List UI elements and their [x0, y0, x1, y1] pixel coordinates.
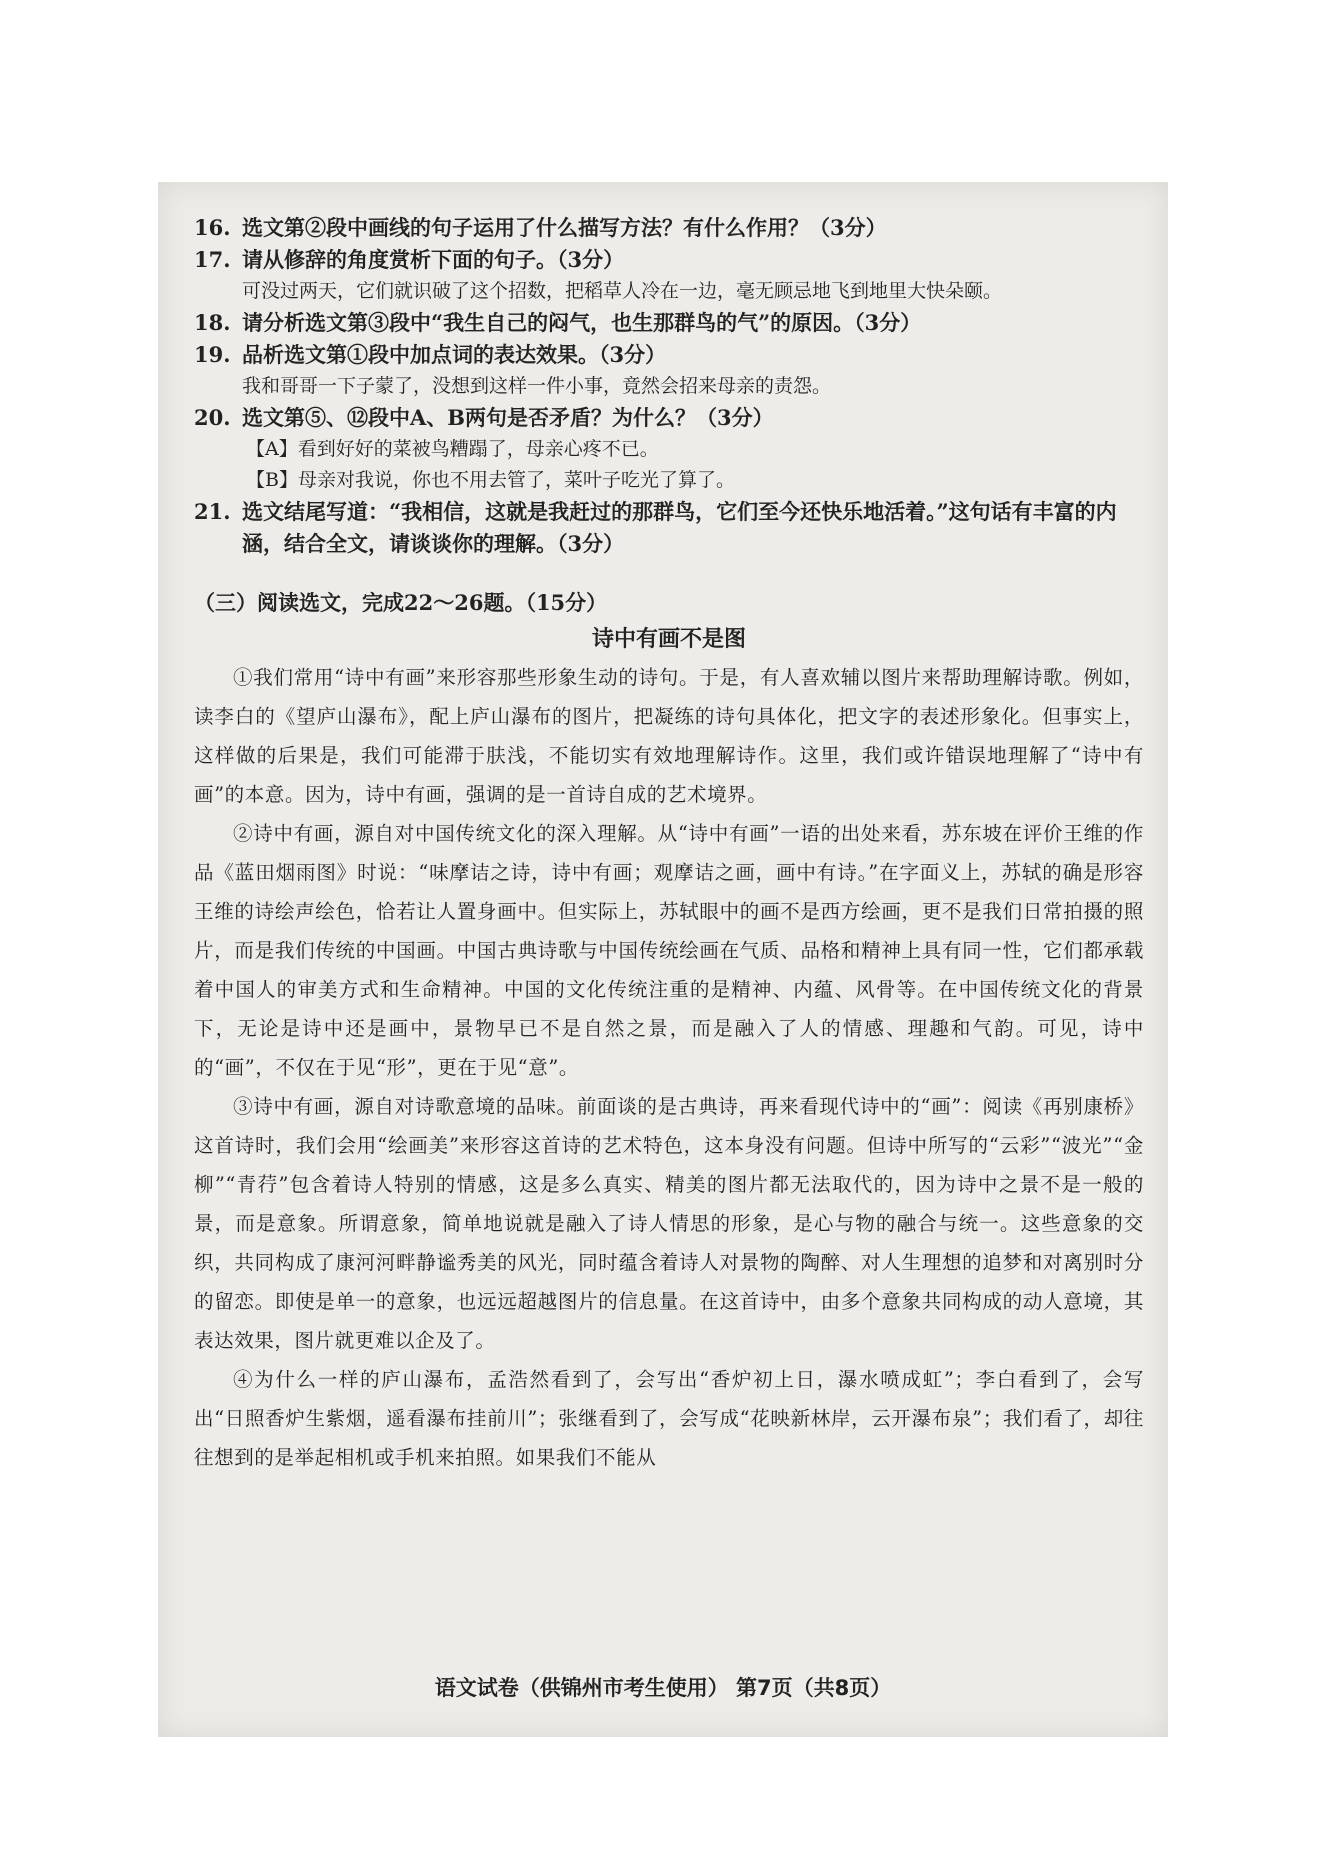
question-text: 请分析选文第③段中“我生自己的闷气，也生那群鸟的气”的原因。（3分）	[242, 310, 922, 335]
q17-quote: 可没过两天，它们就识破了这个招数，把稻草人冷在一边，毫无顾忌地飞到地里大快朵颐。	[242, 280, 1003, 302]
question-number: 20.	[194, 405, 231, 430]
question-20	[194, 402, 1144, 434]
page-content	[194, 212, 1144, 1477]
article-paragraph-4: ④为什么一样的庐山瀑布，孟浩然看到了，会写出“香炉初上日，瀑水喷成虹”；李白看到了，会写出“日照香炉生紫烟，遥看瀑布挂前川”；张继看到了，会写成“花映新林岸，云开瀑布泉”；我们看了，却往往想到的是举起相机或手机来拍照。如果我们不能从	[194, 1368, 1144, 1469]
question-number: 16.	[194, 215, 231, 240]
question-18	[194, 307, 1144, 339]
section-heading: （三）阅读选文，完成22～26题。（15分）	[194, 590, 608, 615]
article-title: 诗中有画不是图	[591, 626, 746, 652]
exam-page	[158, 182, 1168, 1737]
question-19	[194, 339, 1144, 371]
q20-option-a: 【A】看到好好的菜被鸟糟蹋了，母亲心疼不已。	[246, 438, 659, 460]
question-text: 选文第②段中画线的句子运用了什么描写方法？有什么作用？（3分）	[242, 215, 887, 240]
q19-quote: 我和哥哥一下子蒙了，没想到这样一件小事，竟然会招来母亲的责怨。	[242, 375, 832, 397]
question-number: 19.	[194, 342, 231, 367]
question-number: 21.	[194, 499, 231, 524]
q20-option-b: 【B】母亲对我说，你也不用去管了，菜叶子吃光了算了。	[246, 469, 735, 491]
question-text: 品析选文第①段中加点词的表达效果。（3分）	[242, 342, 667, 367]
question-17	[194, 244, 1144, 276]
question-text: 选文结尾写道：“我相信，这就是我赶过的那群鸟，它们至今还快乐地活着。”这句话有丰富的内涵，结合全文，请谈谈你的理解。（3分）	[242, 499, 1117, 556]
question-16	[194, 212, 1144, 244]
article-paragraph-1: ①我们常用“诗中有画”来形容那些形象生动的诗句。于是，有人喜欢辅以图片来帮助理解诗歌。例如，读李白的《望庐山瀑布》，配上庐山瀑布的图片，把凝练的诗句具体化，把文字的表述形象化。但事实上，这样做的后果是，我们可能滞于肤浅，不能切实有效地理解诗作。这里，我们或许错误地理解了“诗中有画”的本意。因为，诗中有画，强调的是一首诗自成的艺术境界。	[194, 666, 1144, 806]
article-paragraph-2: ②诗中有画，源自对中国传统文化的深入理解。从“诗中有画”一语的出处来看，苏东坡在评价王维的作品《蓝田烟雨图》时说：“味摩诘之诗，诗中有画；观摩诘之画，画中有诗。”在字面义上，苏轼的确是形容王维的诗绘声绘色，恰若让人置身画中。但实际上，苏轼眼中的画不是西方绘画，更不是我们日常拍摄的照片，而是我们传统的中国画。中国古典诗歌与中国传统绘画在气质、品格和精神上具有同一性，它们都承载着中国人的审美方式和生命精神。中国的文化传统注重的是精神、内蕴、风骨等。在中国传统文化的背景下，无论是诗中还是画中，景物早已不是自然之景，而是融入了人的情感、理趣和气韵。可见，诗中的“画”，不仅在于见“形”，更在于见“意”。	[194, 822, 1144, 1079]
article-paragraph-3: ③诗中有画，源自对诗歌意境的品味。前面谈的是古典诗，再来看现代诗中的“画”：阅读《再别康桥》这首诗时，我们会用“绘画美”来形容这首诗的艺术特色，这本身没有问题。但诗中所写的“云彩”“波光”“金柳”“青荇”包含着诗人特别的情感，这是多么真实、精美的图片都无法取代的，因为诗中之景不是一般的景，而是意象。所谓意象，简单地说就是融入了诗人情思的形象，是心与物的融合与统一。这些意象的交织，共同构成了康河河畔静谧秀美的风光，同时蕴含着诗人对景物的陶醉、对人生理想的追梦和对离别时分的留恋。即使是单一的意象，也远远超越图片的信息量。在这首诗中，由多个意象共同构成的动人意境，其表达效果，图片就更难以企及了。	[194, 1095, 1144, 1352]
page-footer: 语文试卷（供锦州市考生使用） 第7页（共8页）	[434, 1676, 892, 1700]
question-21	[194, 496, 1144, 560]
question-text: 选文第⑤、⑫段中A、B两句是否矛盾？为什么？（3分）	[242, 405, 774, 430]
question-number: 18.	[194, 310, 231, 335]
question-number: 17.	[194, 247, 231, 272]
question-text: 请从修辞的角度赏析下面的句子。（3分）	[242, 247, 625, 272]
